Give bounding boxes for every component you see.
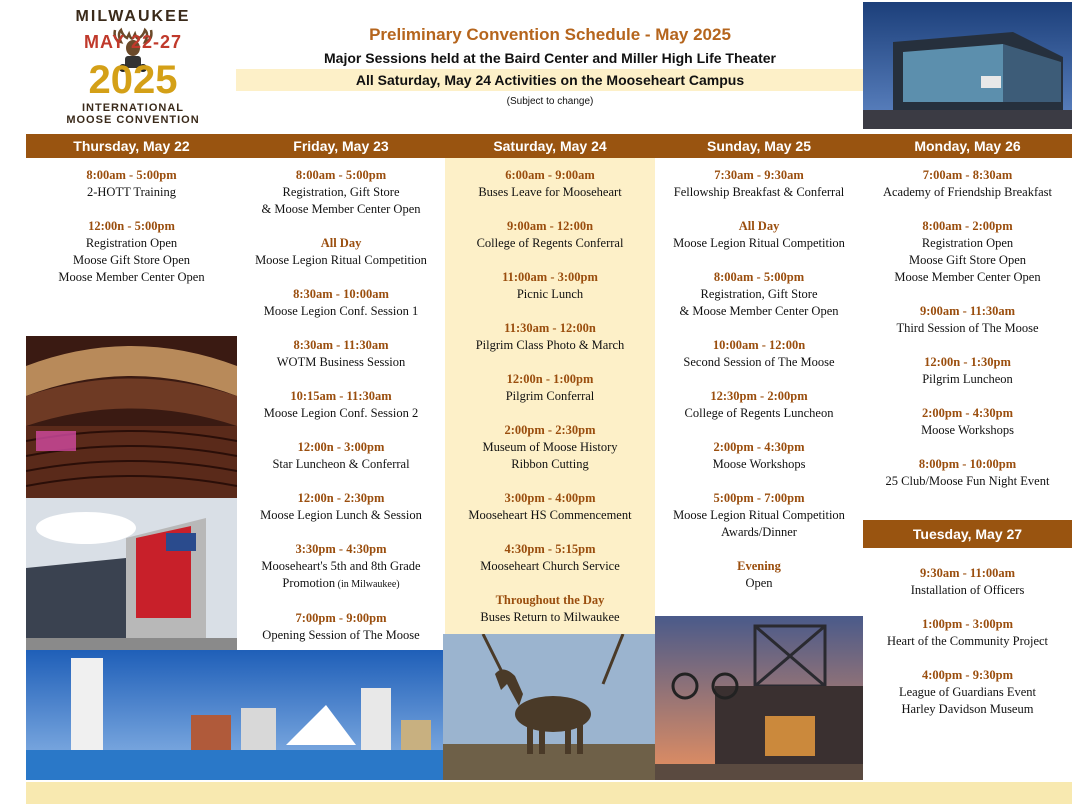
- event-time: 7:00am - 8:30am: [922, 168, 1013, 182]
- saturday-schedule: [445, 167, 655, 643]
- schedule-event: [445, 218, 655, 252]
- event-title: Buses Leave for Mooseheart: [478, 185, 622, 199]
- event-title: [237, 575, 445, 593]
- event-title: College of Regents Conferral: [476, 236, 624, 250]
- event-time: 8:00pm - 10:00pm: [918, 457, 1017, 471]
- schedule-event: [863, 667, 1072, 718]
- event-title: Registration Open: [85, 236, 178, 250]
- schedule-event: [863, 218, 1072, 286]
- event-time: 11:30am - 12:00n: [504, 321, 596, 335]
- event-time: 8:00am - 5:00pm: [295, 168, 387, 182]
- event-title: Moose Legion Ritual Competition: [673, 508, 845, 522]
- schedule-event: [237, 439, 445, 473]
- event-time: 4:30pm - 5:15pm: [504, 542, 596, 556]
- schedule-event: [863, 456, 1072, 490]
- schedule-event: [863, 167, 1072, 201]
- schedule-event: [655, 218, 863, 252]
- event-title: Moose Workshops: [712, 457, 806, 471]
- event-title: Moose Legion Conf. Session 1: [263, 304, 419, 318]
- event-title: Museum of Moose History: [482, 440, 618, 454]
- event-title: 2-HOTT Training: [86, 185, 176, 199]
- event-title: Third Session of The Moose: [896, 321, 1039, 335]
- event-title: Pilgrim Conferral: [505, 389, 595, 403]
- moose-statue-photo: [443, 634, 655, 780]
- event-time: 12:00n - 1:00pm: [506, 372, 594, 386]
- event-time: 9:30am - 11:00am: [919, 566, 1016, 580]
- event-title: Harley Davidson Museum: [901, 702, 1034, 716]
- thursday-schedule: [26, 167, 237, 303]
- schedule-event: [445, 269, 655, 303]
- event-time: 12:00n - 2:30pm: [297, 491, 385, 505]
- schedule-event: [655, 167, 863, 201]
- event-time: 12:00n - 1:30pm: [924, 355, 1011, 369]
- schedule-event: [237, 337, 445, 371]
- schedule-event: [237, 235, 445, 269]
- tuesday-schedule: [863, 565, 1072, 735]
- schedule-event: [237, 610, 445, 644]
- event-title: Moose Gift Store Open: [73, 253, 190, 267]
- schedule-event: [445, 592, 655, 626]
- schedule-event: [445, 422, 655, 473]
- event-time: 10:15am - 11:30am: [290, 389, 392, 403]
- harley-museum-photo: [655, 616, 863, 780]
- event-title: Moose Workshops: [921, 423, 1014, 437]
- event-time: 8:00am - 5:00pm: [713, 270, 805, 284]
- event-title: Second Session of The Moose: [683, 355, 835, 369]
- day-header-thursday: Thursday, May 22: [73, 138, 190, 154]
- event-title: Buses Return to Milwaukee: [480, 610, 620, 624]
- event-title-main: Promotion: [282, 576, 336, 590]
- event-title: College of Regents Luncheon: [684, 406, 834, 420]
- logo-year: 2025: [88, 58, 178, 102]
- event-time: Throughout the Day: [495, 593, 605, 607]
- schedule-event: [655, 490, 863, 541]
- event-title: Moose Legion Conf. Session 2: [263, 406, 419, 420]
- schedule-event: [26, 218, 237, 286]
- event-title: Moose Member Center Open: [58, 270, 205, 284]
- schedule-event: [655, 558, 863, 592]
- event-title: Opening Session of The Moose: [262, 628, 420, 642]
- schedule-event: [863, 616, 1072, 650]
- event-title: Registration Open: [921, 236, 1014, 250]
- event-time: 12:30pm - 2:00pm: [710, 389, 808, 403]
- event-time: 11:00am - 3:00pm: [502, 270, 598, 284]
- disclaimer: (Subject to change): [506, 96, 594, 107]
- schedule-event: [26, 167, 237, 201]
- event-title: Open: [745, 576, 773, 590]
- schedule-event: [237, 286, 445, 320]
- logo-tagline: [56, 102, 210, 126]
- event-time: 4:00pm - 9:30pm: [922, 668, 1013, 682]
- event-time: 2:00pm - 2:30pm: [504, 423, 596, 437]
- event-title: Picnic Lunch: [516, 287, 584, 301]
- schedule-event: [863, 354, 1072, 388]
- event-title: Academy of Friendship Breakfast: [882, 185, 1053, 199]
- schedule-event: [445, 371, 655, 405]
- event-time: 9:00am - 12:00n: [506, 219, 594, 233]
- logo-line-2: MOOSE CONVENTION: [66, 114, 200, 126]
- event-title: Moose Member Center Open: [894, 270, 1041, 284]
- event-title: Registration, Gift Store: [282, 185, 400, 199]
- event-title: Awards/Dinner: [721, 525, 797, 539]
- event-note: (in Milwaukee): [335, 579, 400, 590]
- event-time: 3:00pm - 4:00pm: [504, 491, 596, 505]
- event-title: Star Luncheon & Conferral: [272, 457, 410, 471]
- event-title: Mooseheart Church Service: [480, 559, 620, 573]
- event-title: Ribbon Cutting: [511, 457, 589, 471]
- event-title: Pilgrim Class Photo & March: [475, 338, 625, 352]
- event-title: & Moose Member Center Open: [261, 202, 421, 216]
- day-header-friday: Friday, May 23: [293, 138, 389, 154]
- event-time: 2:00pm - 4:30pm: [713, 440, 805, 454]
- event-time: 1:00pm - 3:00pm: [922, 617, 1013, 631]
- schedule-event: [655, 388, 863, 422]
- logo-city: MILWAUKEE: [75, 8, 191, 25]
- event-title: Pilgrim Luncheon: [922, 372, 1013, 386]
- venue-subtitle: Major Sessions held at the Baird Center and Miller High Life Theater: [324, 50, 776, 66]
- page-title: Preliminary Convention Schedule - May 2025: [369, 25, 731, 44]
- schedule-event: [445, 490, 655, 524]
- schedule-event: [445, 320, 655, 354]
- event-time: 5:00pm - 7:00pm: [713, 491, 805, 505]
- schedule-event: [863, 565, 1072, 599]
- schedule-event: [237, 541, 445, 593]
- monday-schedule: [863, 167, 1072, 507]
- event-title: & Moose Member Center Open: [679, 304, 839, 318]
- event-time: 12:00n - 5:00pm: [88, 219, 175, 233]
- event-title: Moose Legion Ritual Competition: [673, 236, 845, 250]
- day-header-sunday: Sunday, May 25: [706, 138, 811, 154]
- event-time: 8:30am - 10:00am: [293, 287, 389, 301]
- event-title: Fellowship Breakfast & Conferral: [673, 185, 845, 199]
- friday-schedule: [237, 167, 445, 661]
- saturday-note: All Saturday, May 24 Activities on the Mooseheart Campus: [236, 69, 864, 91]
- event-time: 7:00pm - 9:00pm: [295, 611, 387, 625]
- sunday-schedule: [655, 167, 863, 609]
- event-title: League of Guardians Event: [898, 685, 1037, 699]
- event-title: Mooseheart's 5th and 8th Grade: [261, 559, 421, 573]
- event-time: 2:00pm - 4:30pm: [922, 406, 1013, 420]
- schedule-event: [237, 388, 445, 422]
- event-title: Mooseheart HS Commencement: [468, 508, 632, 522]
- day-header-monday: Monday, May 26: [914, 138, 1021, 154]
- event-time: 9:00am - 11:30am: [919, 304, 1016, 318]
- event-time: 6:00am - 9:00am: [505, 168, 595, 182]
- baird-center-photo: [863, 2, 1072, 129]
- event-time: 10:00am - 12:00n: [712, 338, 806, 352]
- footer-strip: [26, 782, 1072, 804]
- event-title: WOTM Business Session: [276, 355, 406, 369]
- baird-exterior-photo: [26, 498, 237, 650]
- event-title: Moose Legion Ritual Competition: [255, 253, 427, 267]
- day-header-tuesday: Tuesday, May 27: [863, 520, 1072, 548]
- event-time: 8:00am - 2:00pm: [922, 219, 1013, 233]
- schedule-event: [655, 269, 863, 320]
- event-title: Installation of Officers: [910, 583, 1025, 597]
- schedule-event: [237, 167, 445, 218]
- schedule-event: [655, 337, 863, 371]
- schedule-event: [863, 303, 1072, 337]
- event-title: Heart of the Community Project: [886, 634, 1049, 648]
- event-time: 7:30am - 9:30am: [714, 168, 804, 182]
- event-time: 12:00n - 3:00pm: [297, 440, 385, 454]
- schedule-event: [863, 405, 1072, 439]
- event-title: Moose Gift Store Open: [909, 253, 1026, 267]
- event-time: All Day: [738, 219, 780, 233]
- event-title: Moose Legion Lunch & Session: [260, 508, 422, 522]
- logo-line-1: INTERNATIONAL: [81, 102, 184, 114]
- schedule-event: [445, 541, 655, 575]
- event-time: All Day: [320, 236, 362, 250]
- schedule-event: [237, 490, 445, 524]
- schedule-event: [655, 439, 863, 473]
- event-title: 25 Club/Moose Fun Night Event: [885, 474, 1050, 488]
- event-time: 3:30pm - 4:30pm: [295, 542, 387, 556]
- event-time: 8:30am - 11:30am: [293, 338, 389, 352]
- theater-photo: [26, 336, 237, 498]
- skyline-photo: [26, 650, 443, 780]
- event-time: Evening: [737, 559, 781, 573]
- event-time: 8:00am - 5:00pm: [86, 168, 177, 182]
- day-header-saturday: Saturday, May 24: [493, 138, 607, 154]
- logo-dates: MAY 22-27: [83, 32, 183, 52]
- convention-logo: [56, 8, 210, 126]
- event-title: Registration, Gift Store: [700, 287, 818, 301]
- schedule-event: [445, 167, 655, 201]
